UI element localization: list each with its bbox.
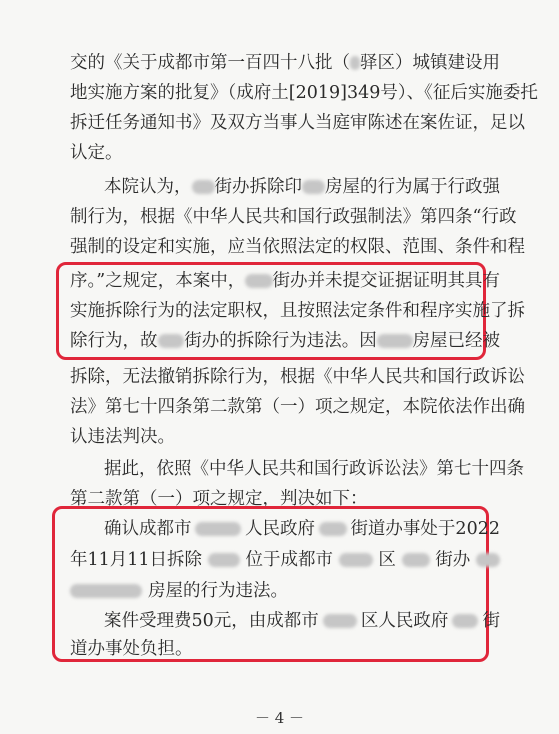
text-line: 拆除，无法撤销拆除行为，根据《中华人民共和国行政诉讼 (70, 367, 525, 387)
redacted-text (319, 522, 347, 536)
page-number: － 4 － (254, 709, 305, 727)
text-line: 强制的设定和实施，应当依照法定的权限、范围、条件和程 (70, 237, 525, 257)
redacted-text (192, 180, 215, 194)
redacted-text (476, 553, 500, 567)
redacted-text (70, 584, 142, 598)
text-line: 房屋的行为违法。 (70, 580, 500, 602)
text-line: 制行为，根据《中华人民共和国行政强制法》第四条“行政 (70, 207, 517, 227)
redacted-text (245, 274, 272, 288)
text-line: 拆迁任务通知书》及双方当事人当庭审陈述在案佐证，足以 (70, 113, 525, 133)
text-line: 道办事处负担。 (70, 639, 193, 659)
text-line: 认定。 (70, 143, 123, 163)
redacted-text (452, 614, 478, 628)
text-line: 案件受理费50元，由成都市 区人民政府 街 (104, 611, 500, 631)
text-line: 认违法判决。 (70, 427, 175, 447)
text-line: 第二款第（一）项之规定，判决如下： (70, 489, 368, 509)
text-line: 除行为，故 街办的拆除行为违法。因 房屋已经被 (70, 331, 500, 351)
text-line: 交的《关于成都市第一百四十八批（ 驿区）城镇建设用 (70, 53, 500, 73)
redacted-text (339, 553, 373, 567)
redacted-text (402, 553, 430, 567)
text-line: 确认成都市 人民政府 街道办事处于2022 (104, 519, 500, 539)
redacted-text (195, 522, 241, 536)
text-line: 本院认为， 街办拆除印 房屋的行为属于行政强 (104, 177, 500, 197)
text-line: 地实施方案的批复》（成府土[2019]349号）、《征后实施委托 (70, 83, 538, 103)
text-line: 法》第七十四条第二款第（一）项之规定，本院依法作出确 (70, 397, 525, 417)
text-line: 据此，依照《中华人民共和国行政诉讼法》第七十四条 (104, 459, 524, 479)
redacted-text (158, 334, 185, 348)
redacted-text (302, 180, 325, 194)
redacted-text (208, 553, 240, 567)
redacted-text (323, 614, 357, 628)
redacted-text (350, 56, 360, 70)
text-line: 序。”之规定，本案中， 街办并未提交证据证明其具有 (70, 271, 500, 291)
text-line: 年11月11日拆除 位于成都市 区 街办 (70, 549, 500, 571)
text-line: 实施拆除行为的法定职权，且按照法定条件和程序实施了拆 (70, 301, 525, 321)
redacted-text (377, 334, 413, 348)
